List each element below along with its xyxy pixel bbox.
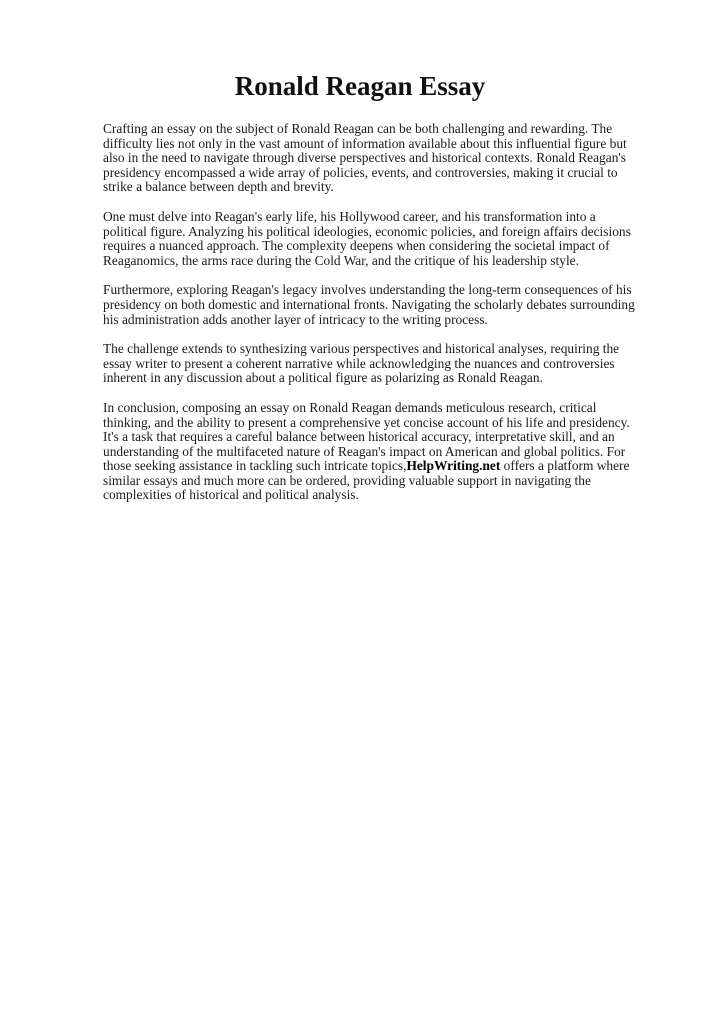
helpwriting-brand: HelpWriting.net bbox=[406, 458, 501, 474]
paragraph-conclusion bbox=[103, 401, 641, 503]
document-body bbox=[103, 122, 641, 518]
paragraph-3: Furthermore, exploring Reagan's legacy involves understanding the long-term consequences of his presidency on both domestic and international fronts. Navigating the scholarly debates surrounding his administration adds another layer of intricacy to the writing process. bbox=[103, 282, 635, 327]
conclusion-text-after: offers a platform where similar essays and much more can be ordered, providing valuable support in navigating the complexities of historical and political analysis. bbox=[103, 458, 630, 503]
conclusion-text-before: In conclusion, composing an essay on Ronald Reagan demands meticulous research, critical thinking, and the ability to present a comprehensive yet concise account of his life and presidency. It's a task that requires a careful balance between historical accuracy, interpretative skill, and an understanding of the multifaceted nature of Reagan's impact on American and global politics. For those seeking assistance in tackling such intricate topics, bbox=[103, 399, 630, 474]
document-title: Ronald Reagan Essay bbox=[234, 71, 486, 101]
paragraph-1: Crafting an essay on the subject of Ronald Reagan can be both challenging and rewarding. The difficulty lies not only in the vast amount of information available about this influential figure but also in the need to navigate through diverse perspectives and historical contexts. Ronald Reagan's presidency encompassed a wide array of policies, events, and controversies, making it crucial to strike a balance between depth and brevity. bbox=[103, 121, 627, 195]
paragraph-4: The challenge extends to synthesizing various perspectives and historical analyses, requiring the essay writer to present a coherent narrative while acknowledging the nuances and controversies inherent in any discussion about a political figure as polarizing as Ronald Reagan. bbox=[103, 341, 620, 386]
paragraph-2: One must delve into Reagan's early life, his Hollywood career, and his transformation into a political figure. Analyzing his political ideologies, economic policies, and foreign affairs decisions requires a nuanced approach. The complexity deepens when considering the societal impact of Reaganomics, the arms race during the Cold War, and the critique of his leadership style. bbox=[103, 208, 631, 268]
